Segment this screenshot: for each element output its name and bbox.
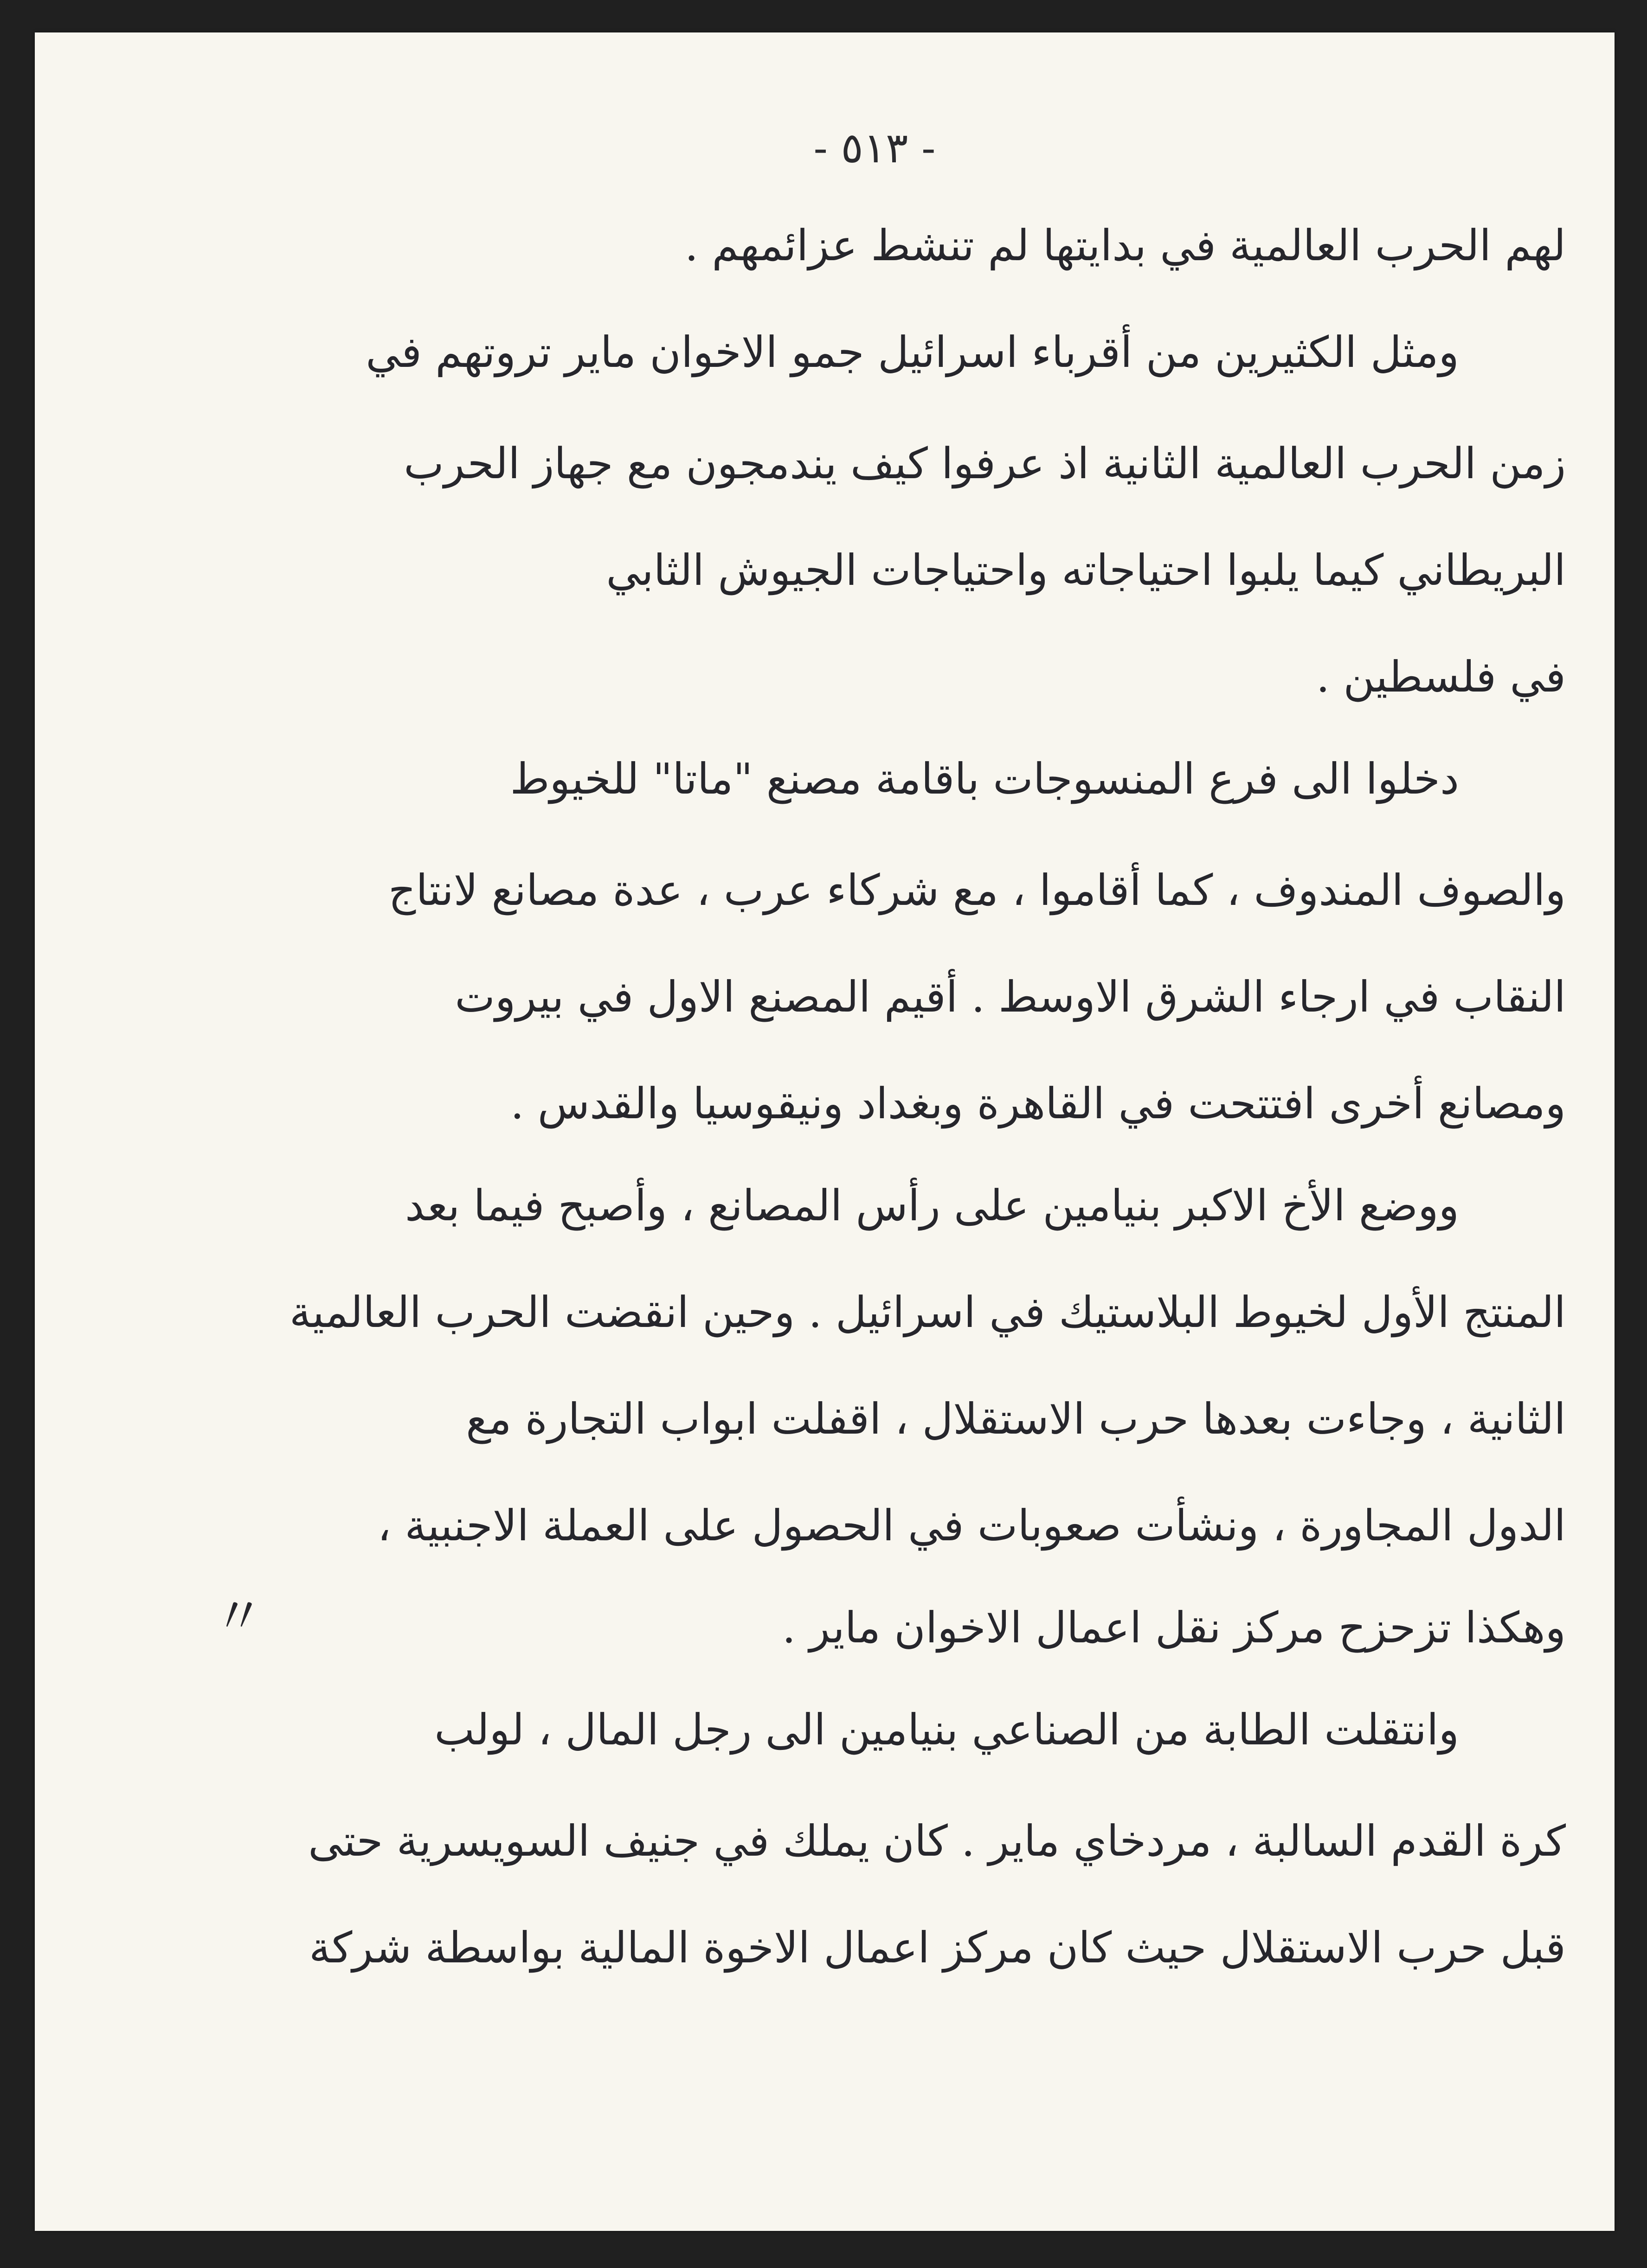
text-line-14: وهكذا تزحزح مركز نقل اعمال الاخوان ماير . — [782, 1603, 1566, 1653]
text-line-1: لهم الحرب العالمية في بدايتها لم تنشط عزائمهم . — [684, 221, 1566, 270]
text-line-10: ووضع الأخ الاكبر بنيامين على رأس المصانع ، وأصبح فيما بعد — [405, 1181, 1459, 1230]
text-line-16: كرة القدم السالبة ، مردخاي ماير . كان يملك في جنيف السويسرية حتى — [308, 1816, 1566, 1866]
text-line-12: الثانية ، وجاءت بعدها حرب الاستقلال ، اقفلت ابواب التجارة مع — [466, 1394, 1566, 1444]
text-line-7: والصوف المندوف ، كما أقاموا ، مع شركاء عرب ، عدة مصانع لانتاج — [388, 865, 1566, 915]
text-line-8: النقاب في ارجاء الشرق الاوسط . أقيم المصنع الاول في بيروت — [455, 972, 1566, 1022]
text-line-17: قبل حرب الاستقلال حيث كان مركز اعمال الاخوة المالية بواسطة شركة — [309, 1923, 1566, 1973]
page-number: - ٥١٣ - — [813, 124, 936, 173]
text-line-15: وانتقلت الطابة من الصناعي بنيامين الى رجل المال ، لولب — [434, 1705, 1459, 1755]
manuscript-page — [35, 32, 1615, 2231]
text-line-5: في فلسطين . — [1316, 652, 1566, 702]
text-line-9: ومصانع أخرى افتتحت في القاهرة وبغداد ونيقوسيا والقدس . — [510, 1079, 1566, 1128]
text-line-13: الدول المجاورة ، ونشأت صعوبات في الحصول على العملة الاجنبية ، — [377, 1501, 1566, 1550]
text-line-2: ومثل الكثيرين من أقرباء اسرائيل جمو الاخوان ماير تروتهم في — [366, 327, 1459, 377]
text-line-4: البريطاني كيما يلبوا احتياجاته واحتياجات الجيوش الثابي — [606, 545, 1566, 595]
handwritten-text-body — [95, 195, 1566, 2166]
text-line-3: زمن الحرب العالمية الثانية اذ عرفوا كيف يندمجون مع جهاز الحرب — [404, 439, 1566, 488]
text-line-6: دخلوا الى فرع المنسوجات باقامة مصنع "ماتا" للخيوط — [510, 754, 1459, 804]
ditto-mark: 〃 — [213, 1587, 264, 1646]
text-line-11: المنتج الأول لخيوط البلاستيك في اسرائيل . وحين انقضت الحرب العالمية — [289, 1288, 1566, 1337]
